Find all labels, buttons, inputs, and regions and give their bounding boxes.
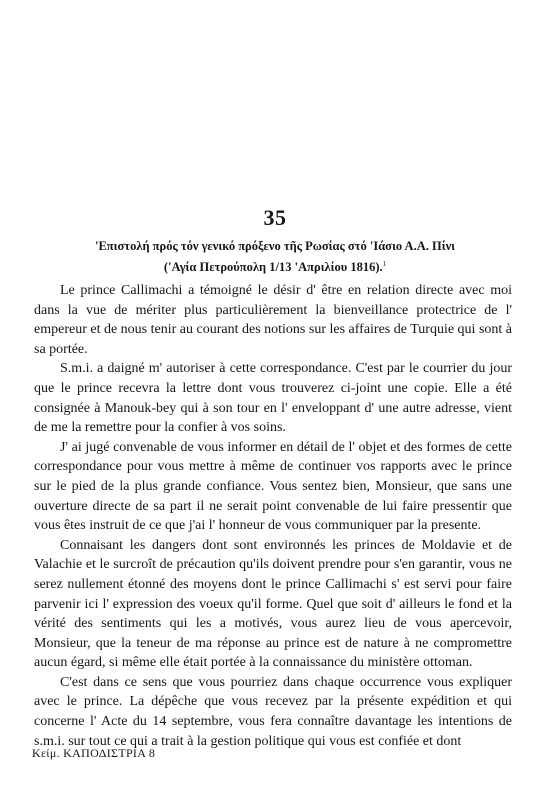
document-heading <box>40 237 510 276</box>
page-footer-signature: Κείμ. ΚΑΠΟΔΙΣΤΡΙΑ 8 <box>32 746 156 760</box>
paragraph-4: Connaisant les dangers dont sont environnés les princes de Moldavie et de Valachie et le surcroît de précaution qu'ils doivent prendre pour s'en garantir, vous ne serez nullement étonné des moyens dont le prince Callimachi s' est servi pour faire parvenir ici l' expression des voeux qu'il forme. Quel que soit d' ailleurs le fond et la vérité des sentiments qui les a motivés, vous aurez lieu de vous apercevoir, Monsieur, que la teneur de ma réponse au prince est de nature à ne compromettre aucun égard, si même elle était portée à la connaissance du ministère ottoman. <box>34 537 512 671</box>
paragraph-1: Le prince Callimachi a témoigné le désir d' être en relation directe avec moi dans la vue de mériter plus particulièrement la bienveillance protectrice de l' empereur et de nous tenir au courant des notions sur les affaires de Turquie qui sont à sa portée. <box>34 283 512 357</box>
heading-line-1: 'Επιστολή πρός τόν γενικό πρόξενο τῆς Ρωσίας στό 'Ιάσιο Α.Α. Πίνι <box>94 239 456 253</box>
paragraph-5: C'est dans ce sens que vous pourriez dans chaque occurrence vous expliquer avec le prince. La dépêche que vous recevez par la présente expédition et qui concerne l' Acte du 14 septembre, vous fera connaître davantage les intentions de s.m.i. sur tout ce qui a trait à la gestion politique qui vous est confiée et dont <box>34 674 512 749</box>
heading-line-2-text: ('Αγία Πετρούπολη 1/13 'Απριλίου 1816). <box>163 260 383 275</box>
footnote-mark: 1 <box>382 260 387 268</box>
paragraph-3: J' ai jugé convenable de vous informer en détail de l' objet et des formes de cette correspondance pour vous mettre à même de continuer vos rapports avec le prince sur le pied de la plus grande confiance. Vous sentez bien, Monsieur, que sans une ouverture directe de sa part il ne serait point convenable de lui faire pressentir que vous êtes instruit de ce que j'ai l' honneur de vous communiquer par la presente. <box>34 439 512 534</box>
letter-body <box>34 281 512 751</box>
heading-line-2 <box>40 255 510 276</box>
document-number: 35 <box>263 205 287 230</box>
paragraph-2: S.m.i. a daigné m' autoriser à cette correspondance. C'est par le courrier du jour que le prince recevra la lettre dont vous trouverez ci-joint une copie. Elle a été consignée à Manouk-bey qui à son tour en l' enveloppant d' une autre adresse, vient de me la remettre pour la confier à vos soins. <box>34 361 512 436</box>
